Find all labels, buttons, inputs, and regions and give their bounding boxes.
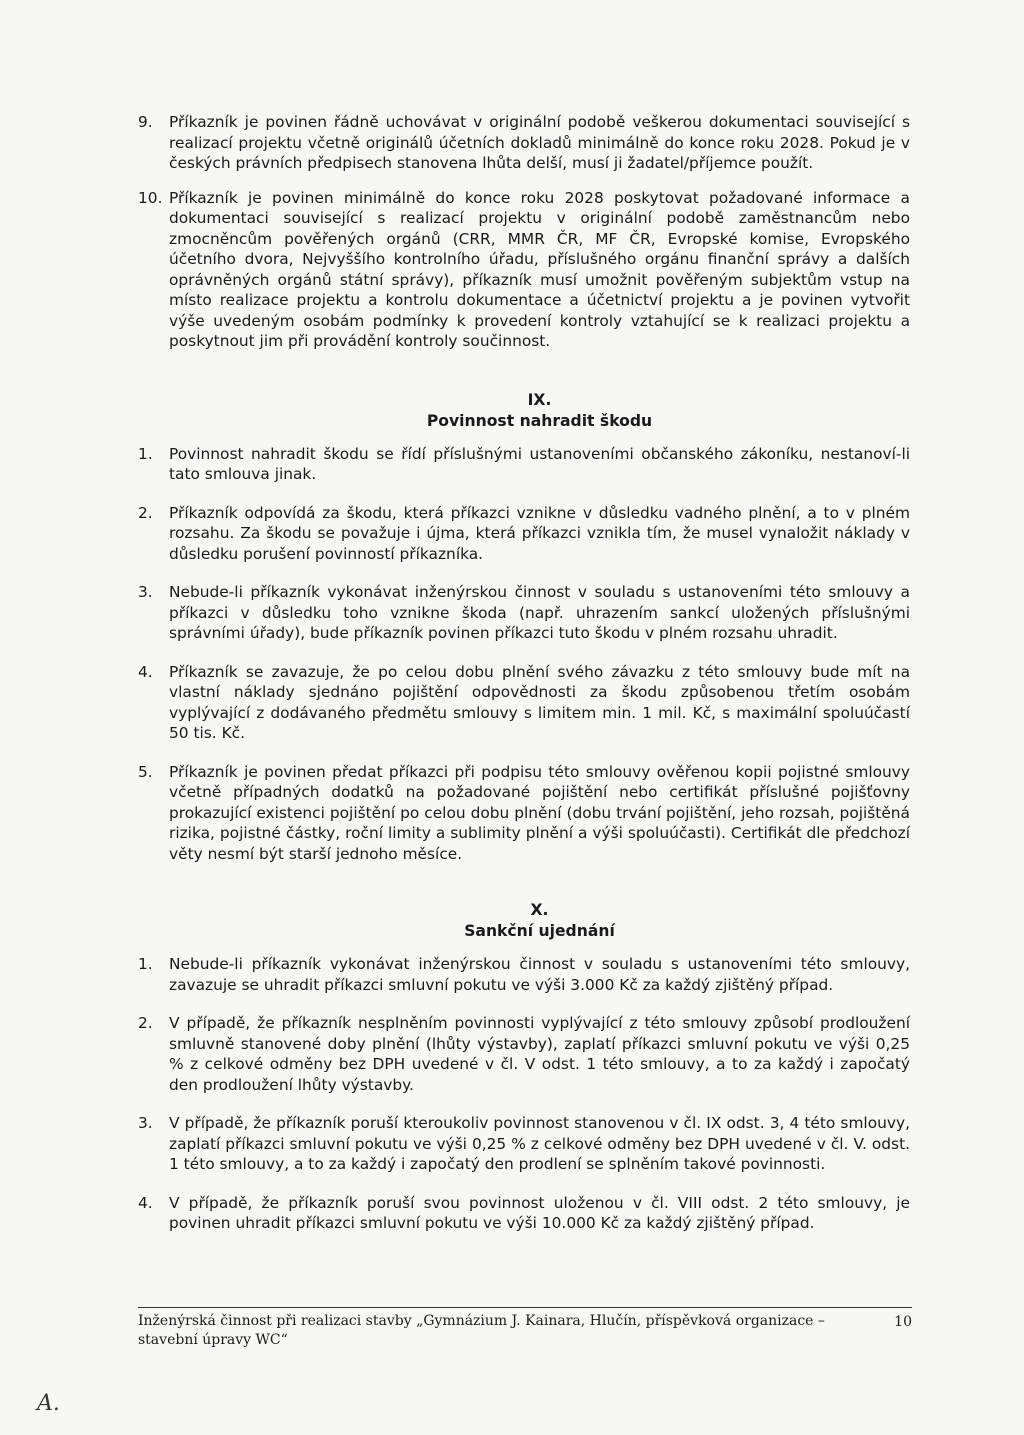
clause-text: V případě, že příkazník poruší kteroukoliv povinnost stanovenou v čl. IX odst. 3, 4 této smlouvy, zaplatí příkazci smluvní pokutu ve výši 0,25 % z celkové odměny bez DPH uvedené v čl. V. odst. 1 této smlouvy, a to za každý i započatý den prodlení se splněním takové povinnosti. <box>169 1114 910 1173</box>
section-ix-number: IX. <box>527 390 552 409</box>
clause-number: 4. <box>138 1193 153 1212</box>
clause-text: Příkazník odpovídá za škodu, která příkazci vznikne v důsledku vadného plnění, a to v plném rozsahu. Za škodu se považuje i újma, která příkazci vznikla tím, že musel vynaložit náklady v důsledku porušení povinností příkazníka. <box>169 503 910 563</box>
clause-text: Příkazník se zavazuje, že po celou dobu plnění svého závazku z této smlouvy bude mít na vlastní náklady sjednáno pojištění odpovědnosti za škodu způsobenou třetím osobám vyplývající z dodávaného předmětu smlouvy s limitem min. 1 mil. Kč, s maximální spoluúčastí 50 tis. Kč. <box>169 662 910 742</box>
clause-number: 3. <box>138 1114 153 1132</box>
clause-x-2 <box>138 1013 910 1095</box>
clause-text: Povinnost nahradit škodu se řídí příslušnými ustanoveními občanského zákoníku, nestanoví-li tato smlouva jinak. <box>169 444 910 483</box>
clause-text: V případě, že příkazník poruší svou povinnost uloženou v čl. VIII odst. 2 této smlouvy, je povinen uhradit příkazci smluvní pokutu ve výši 10.000 Kč za každý zjištěný případ. <box>169 1193 910 1232</box>
clause-x-4 <box>138 1193 910 1234</box>
clause-text: Příkazník je povinen předat příkazci při podpisu této smlouvy ověřenou kopii pojistné smlouvy včetně případných dodatků na požadované pojištění nebo certifikát příslušné pojišťovny prokazující existenci pojištění po celou dobu plnění (dobu trvání pojištění, jeho rozsah, pojištěná rizika, pojistné částky, roční limity a sublimity plnění a výši spoluúčasti). Certifikát dle předchozí věty nesmí být starší jednoho měsíce. <box>169 762 910 863</box>
clause-ix-5 <box>138 762 910 865</box>
clause-number: 1. <box>138 444 153 463</box>
clause-text: Příkazník je povinen minimálně do konce roku 2028 poskytovat požadované informace a dokumentaci související s realizací projektu v originální podobě zaměstnancům nebo zmocněncům pověřených orgánů (CRR, MMR ČR, MF ČR, Evropské komise, Evropského účetního dvora, Nejvyššího kontrolního úřadu, příslušného orgánu finanční správy a dalších oprávněných orgánů státní správy), příkazník musí umožnit pověřeným subjektům vstup na místo realizace projektu a kontrolu dokumentace a účetnictví projektu a je povinen vytvořit výše uvedeným osobám podmínky k provedení kontroly vztahující se k realizaci projektu a poskytnout jim při provádění kontroly součinnost. <box>169 188 910 350</box>
clause-viii-10 <box>138 188 910 352</box>
page-content <box>138 112 910 1234</box>
clause-text: Nebude-li příkazník vykonávat inženýrskou činnost v souladu s ustanoveními této smlouvy a příkazci v důsledku toho vznikne škoda (např. uhrazením sankcí uložených příslušnými správními úřady), bude příkazník povinen příkazci tuto škodu v plném rozsahu uhradit. <box>169 583 910 642</box>
clause-ix-3 <box>138 582 910 644</box>
footer-text: Inženýrská činnost při realizaci stavby „Gymnázium J. Kainara, Hlučín, příspěvková organizace – stavební úpravy WC“ <box>138 1313 825 1348</box>
clause-text: Příkazník je povinen řádně uchovávat v originální podobě veškerou dokumentaci související s realizací projektu včetně originálů účetních dokladů minimálně do konce roku 2028. Pokud je v českých právních předpisech stanovena lhůta delší, musí ji žadatel/příjemce použít. <box>169 113 910 172</box>
clause-number: 9. <box>138 113 153 131</box>
page-number: 10 <box>894 1314 912 1330</box>
clause-number: 3. <box>138 583 153 601</box>
clause-ix-1 <box>138 444 910 485</box>
clause-x-1 <box>138 954 910 995</box>
clause-ix-4 <box>138 662 910 744</box>
clause-number: 5. <box>138 762 153 781</box>
handwritten-initials: A. <box>37 1391 60 1416</box>
clause-number: 4. <box>138 662 153 681</box>
page-footer <box>138 1307 912 1350</box>
clause-text: Nebude-li příkazník vykonávat inženýrskou činnost v souladu s ustanoveními této smlouvy, zavazuje se uhradit příkazci smluvní pokutu ve výši 3.000 Kč za každý zjištěný případ. <box>169 955 910 994</box>
section-ix-title: Povinnost nahradit škodu <box>426 411 653 430</box>
clause-x-3 <box>138 1113 910 1175</box>
clause-number: 1. <box>138 955 153 973</box>
section-x-number: X. <box>530 901 549 919</box>
clause-ix-2 <box>138 503 910 565</box>
clause-number: 10. <box>138 188 163 207</box>
section-x-title: Sankční ujednání <box>464 922 615 940</box>
clause-text: V případě, že příkazník nesplněním povinnosti vyplývající z této smlouvy způsobí prodloužení smluvně stanovené doby plnění (lhůty výstavby), zaplatí příkazci smluvní pokutu ve výši 0,25 % z celkové odměny bez DPH uvedené v čl. V odst. 1 této smlouvy, a to za každý i započatý den prodloužení lhůty výstavby. <box>169 1014 910 1094</box>
clause-number: 2. <box>138 503 153 522</box>
clause-number: 2. <box>138 1014 153 1032</box>
clause-viii-9 <box>138 112 910 174</box>
